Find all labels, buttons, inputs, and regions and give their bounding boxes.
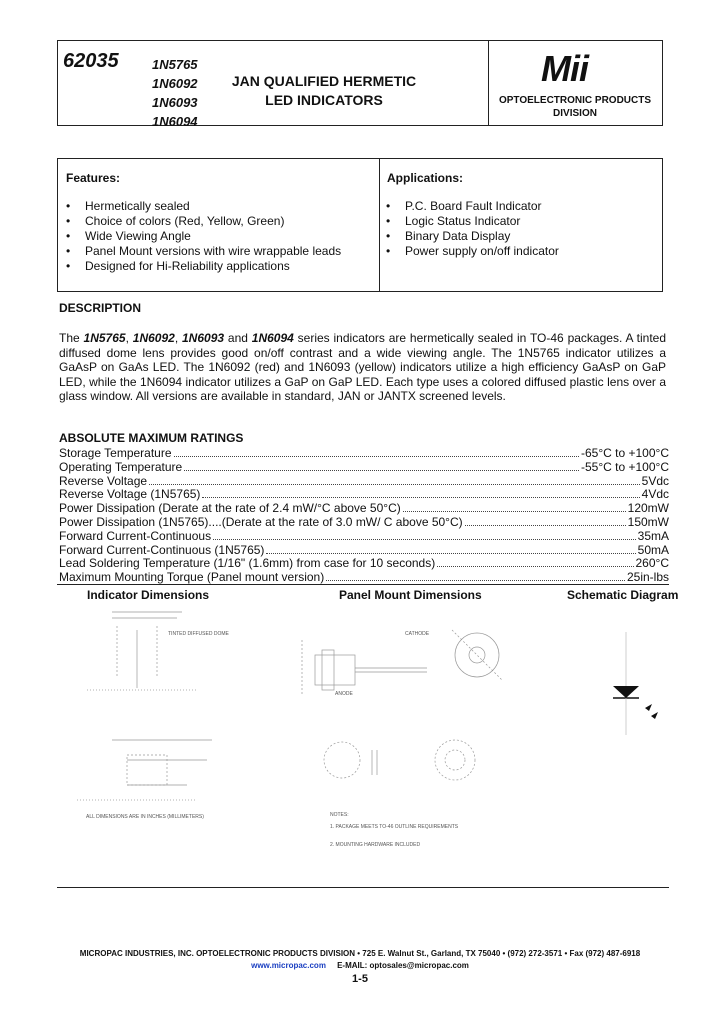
rating-label: Power Dissipation (1N5765)....(Derate at the rate of 3.0 mW/ C above 50°C) bbox=[59, 515, 463, 529]
panel-mount-front-view bbox=[452, 630, 502, 680]
model-item: 1N6093 bbox=[152, 95, 198, 110]
panel-mount-title: Panel Mount Dimensions bbox=[339, 588, 482, 602]
rating-label: Lead Soldering Temperature (1/16" (1.6mm) from case for 10 seconds) bbox=[59, 556, 436, 571]
rating-value: -65°C to +100°C bbox=[581, 446, 669, 460]
panel-mount-bottom-views bbox=[324, 740, 475, 780]
rating-label: Operating Temperature bbox=[59, 459, 183, 474]
applications-list bbox=[383, 199, 658, 259]
header-divider bbox=[488, 40, 489, 126]
rating-leader bbox=[184, 460, 579, 471]
description-title: DESCRIPTION bbox=[59, 301, 142, 315]
rating-label: Storage Temperature bbox=[59, 446, 172, 460]
rating-leader bbox=[403, 501, 626, 512]
rating-value: 260°C bbox=[635, 556, 669, 571]
features-divider bbox=[379, 158, 380, 292]
rating-row bbox=[59, 570, 669, 584]
part-number: 62035 bbox=[63, 50, 119, 72]
description-text: The 1N5765, 1N6092, 1N6093 and 1N6094 series indicators are hermetically sealed in TO-46 packages. A tinted diffused dome lens provides good on/off contrast and a wide viewing angle. The 1N5765 indicator utilizes a GaAsP on GaAs LED. The 1N6092 (red) and 1N6093 (yellow) indicators utilize a high efficiency GaAsP on GaP LED, while the 1N6094 indicator utilizes a GaP on GaP LED. Each type uses a colored diffused plastic lens over a glass window. All versions are available in standard, JAN or JANTX screened levels. bbox=[59, 331, 667, 403]
ratings-title: ABSOLUTE MAXIMUM RATINGS bbox=[59, 431, 244, 445]
rating-value: -55°C to +100°C bbox=[581, 459, 669, 474]
model-item: 1N5765 bbox=[152, 57, 198, 72]
rating-label: Forward Current-Continuous bbox=[59, 528, 212, 543]
rating-label: Reverse Voltage (1N5765) bbox=[59, 487, 201, 502]
rating-label: Forward Current-Continuous (1N5765) bbox=[59, 542, 265, 557]
rating-row bbox=[59, 474, 669, 488]
list-item: • Panel Mount versions with wire wrappable leads bbox=[63, 244, 373, 259]
drawing-note-1: 1. PACKAGE MEETS TO-46 OUTLINE REQUIREMENTS bbox=[330, 824, 459, 830]
footer-rule bbox=[57, 887, 669, 888]
website-link[interactable]: www.micropac.com bbox=[251, 961, 326, 970]
rating-value: 25in-lbs bbox=[626, 570, 669, 585]
rating-label: Maximum Mounting Torque (Panel mount version) bbox=[59, 570, 325, 585]
drawing-label-anode: ANODE bbox=[335, 691, 353, 697]
rating-row bbox=[59, 446, 669, 460]
rating-row bbox=[59, 501, 669, 515]
drawing-notes-title: NOTES: bbox=[330, 812, 349, 818]
rating-value: 35mA bbox=[637, 528, 669, 543]
title-line-2: LED INDICATORS bbox=[265, 92, 383, 108]
rating-leader bbox=[266, 543, 635, 554]
rating-label: Reverse Voltage bbox=[59, 473, 148, 488]
drawing-dims-note: ALL DIMENSIONS ARE IN INCHES (MILLIMETERS) bbox=[86, 814, 204, 820]
rating-value: 150mW bbox=[627, 515, 669, 529]
drawing-label-cathode: CATHODE bbox=[405, 631, 430, 637]
applications-title bbox=[387, 171, 463, 185]
indicator-bottom-view bbox=[77, 740, 212, 800]
division-line-2: DIVISION bbox=[553, 108, 597, 119]
rating-leader bbox=[326, 570, 625, 581]
indicator-dimensions-title: Indicator Dimensions bbox=[87, 588, 210, 602]
features-list bbox=[63, 199, 373, 274]
schematic-title: Schematic Diagram bbox=[567, 588, 679, 602]
features-title: Features: bbox=[66, 171, 121, 185]
model-item: 1N6092 bbox=[152, 76, 198, 91]
document-title bbox=[222, 72, 426, 110]
drawing-label-dome: TINTED DIFFUSED DOME bbox=[168, 631, 229, 637]
list-item: • Binary Data Display bbox=[383, 229, 658, 244]
applications-title-text: Applications: bbox=[387, 171, 464, 185]
title-line-1: JAN QUALIFIED HERMETIC bbox=[231, 73, 417, 89]
list-item: • P.C. Board Fault Indicator bbox=[383, 199, 658, 214]
list-item: • Logic Status Indicator bbox=[383, 214, 658, 229]
footer-address: MICROPAC INDUSTRIES, INC. OPTOELECTRONIC PRODUCTS DIVISION • 725 E. Walnut St., Garland, TX 75040 • (972) 272-3571 • Fax (972) 487-6918 bbox=[79, 949, 641, 958]
rating-row bbox=[59, 543, 669, 557]
diode-symbol bbox=[613, 632, 658, 735]
rating-leader bbox=[437, 556, 633, 567]
rating-value: 120mW bbox=[627, 501, 669, 516]
technical-drawings bbox=[57, 600, 669, 845]
diagram-divider bbox=[57, 584, 669, 585]
list-item: • Power supply on/off indicator bbox=[383, 244, 658, 259]
rating-label: Power Dissipation (Derate at the rate of 2.4 mW/°C above 50°C) bbox=[59, 501, 401, 516]
model-list bbox=[152, 55, 198, 131]
rating-leader bbox=[174, 446, 580, 457]
indicator-side-view bbox=[87, 612, 197, 690]
email-label: E-MAIL: bbox=[337, 961, 368, 970]
rating-leader bbox=[213, 529, 636, 540]
rating-value: 50mA bbox=[637, 542, 669, 557]
list-item: • Choice of colors (Red, Yellow, Green) bbox=[63, 214, 373, 229]
page-number: 1-5 bbox=[352, 973, 368, 985]
rating-row bbox=[59, 556, 669, 570]
rating-leader bbox=[202, 487, 639, 498]
rating-row bbox=[59, 460, 669, 474]
list-item: • Wide Viewing Angle bbox=[63, 229, 373, 244]
rating-row bbox=[59, 529, 669, 543]
rating-value: 4Vdc bbox=[641, 487, 669, 502]
rating-leader bbox=[465, 515, 626, 526]
rating-leader bbox=[149, 474, 640, 485]
division-line-1: OPTOELECTRONIC PRODUCTS bbox=[498, 95, 652, 106]
email-link[interactable]: optosales@micropac.com bbox=[369, 961, 469, 970]
model-item: 1N6094 bbox=[152, 114, 198, 129]
footer-contact bbox=[0, 961, 720, 970]
company-logo: Mii bbox=[541, 48, 588, 89]
rating-row bbox=[59, 515, 669, 529]
division-name bbox=[496, 94, 654, 120]
list-item: • Designed for Hi-Reliability applications bbox=[63, 259, 373, 274]
drawing-note-2: 2. MOUNTING HARDWARE INCLUDED bbox=[330, 842, 421, 848]
list-item: • Hermetically sealed bbox=[63, 199, 373, 214]
panel-mount-side-view bbox=[302, 640, 427, 695]
rating-row bbox=[59, 487, 669, 501]
rating-value: 5Vdc bbox=[641, 473, 669, 488]
